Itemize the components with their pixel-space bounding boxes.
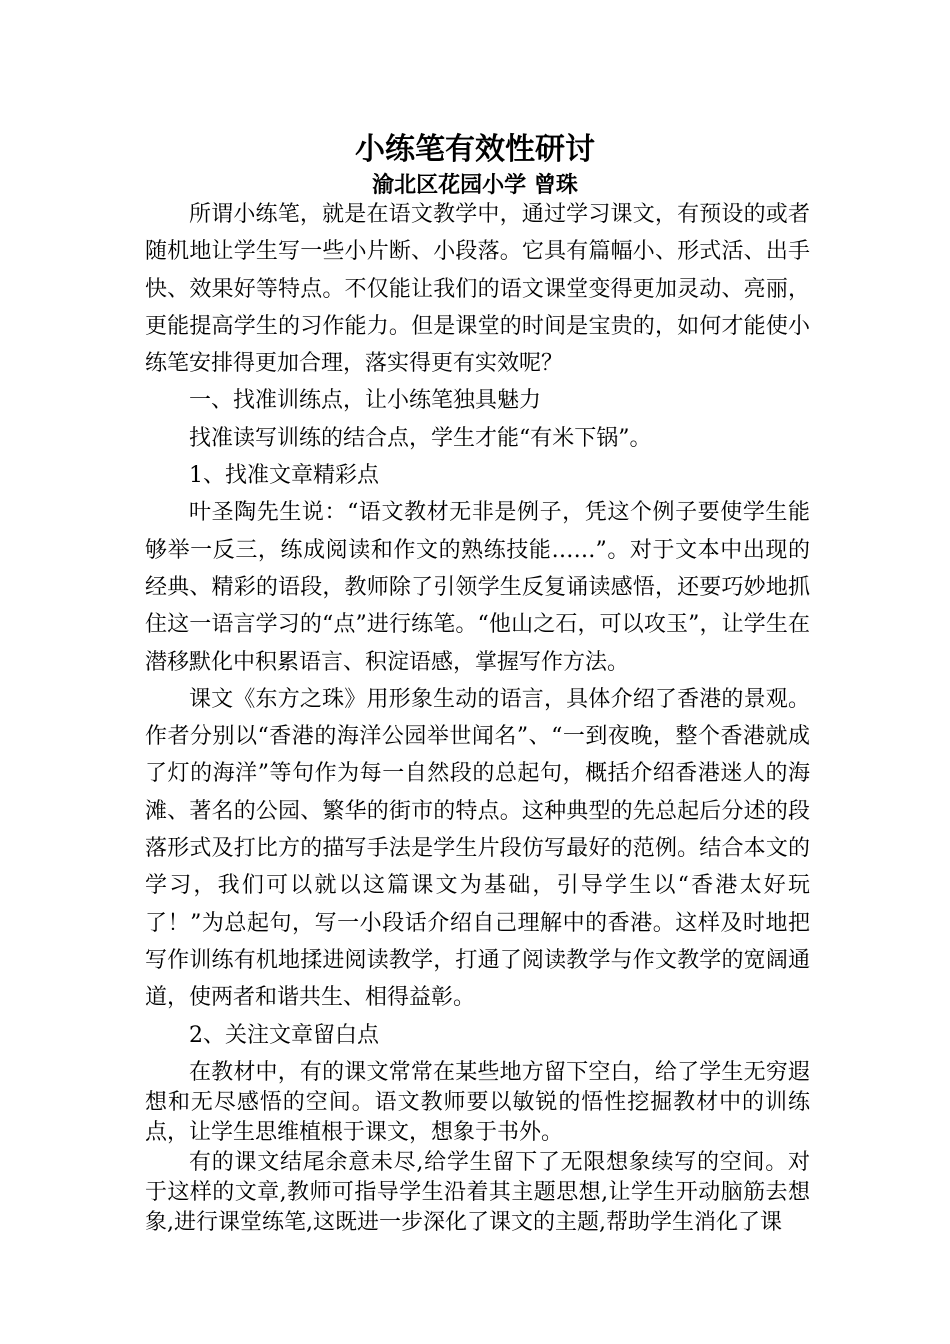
- document-title: 小练笔有效性研讨: [355, 132, 595, 167]
- paragraph-ye-shengtao: 叶圣陶先生说：“语文教材无非是例子，凭这个例子要使学生能够举一反三，练成阅读和作文的熟练技能……”。对于文本中出现的经典、精彩的语段，教师除了引领学生反复诵读感悟，还要巧妙地抓住这一语言学习的“点”进行练笔。“他山之石，可以攻玉”，让学生在潜移默化中积累语言、积淀语感，掌握写作方法。: [145, 500, 810, 675]
- paragraph-definition: 所谓小练笔，就是在语文教学中，通过学习课文，有预设的或者随机地让学生写一些小片断、小段落。它具有篇幅小、形式活、出手快、效果好等特点。不仅能让我们的语文课堂变得更加灵动、亮丽，更能提高学生的习作能力。但是课堂的时间是宝贵的，如何才能使小练笔安排得更加合理，落实得更有实效呢？: [145, 202, 810, 377]
- paragraph-dongfang-zhizhu: 课文《东方之珠》用形象生动的语言，具体介绍了香港的景观。作者分别以“香港的海洋公园举世闻名”、“一到夜晚，整个香港就成了灯的海洋”等句作为每一自然段的总起句，概括介绍香港迷人的海滩、著名的公园、繁华的街市的特点。这种典型的先总起后分述的段落形式及打比方的描写手法是学生片段仿写最好的范例。结合本文的学习，我们可以就以这篇课文为基础，引导学生以“香港太好玩了！”为总起句，写一小段话介绍自己理解中的香港。这样及时地把写作训练有机地揉进阅读教学，打通了阅读教学与作文教学的宽阔通道，使两者和谐共生、相得益彰。: [145, 686, 810, 1011]
- subheading-1: 1、找准文章精彩点: [189, 463, 379, 489]
- document-subtitle: 渝北区花园小学 曾珠: [372, 173, 578, 198]
- paragraph-blank-space: 在教材中，有的课文常常在某些地方留下空白，给了学生无穷遐想和无尽感悟的空间。语文教师要以敏锐的悟性挖掘教材中的训练点，让学生思维植根于课文，想象于书外。: [145, 1059, 810, 1145]
- section-heading-1: 一、找准训练点，让小练笔独具魅力: [189, 388, 542, 414]
- paragraph-ending-continuation: 有的课文结尾余意未尽,给学生留下了无限想象续写的空间。对于这样的文章,教师可指导学生沿着其主题思想,让学生开动脑筋去想象,进行课堂练笔,这既进一步深化了课文的主题,帮助学生消化了课: [145, 1149, 810, 1235]
- subheading-2: 2、关注文章留白点: [189, 1022, 379, 1048]
- document-body: [145, 196, 810, 1238]
- paragraph-section-intro: 找准读写训练的结合点，学生才能“有米下锅”。: [189, 425, 652, 451]
